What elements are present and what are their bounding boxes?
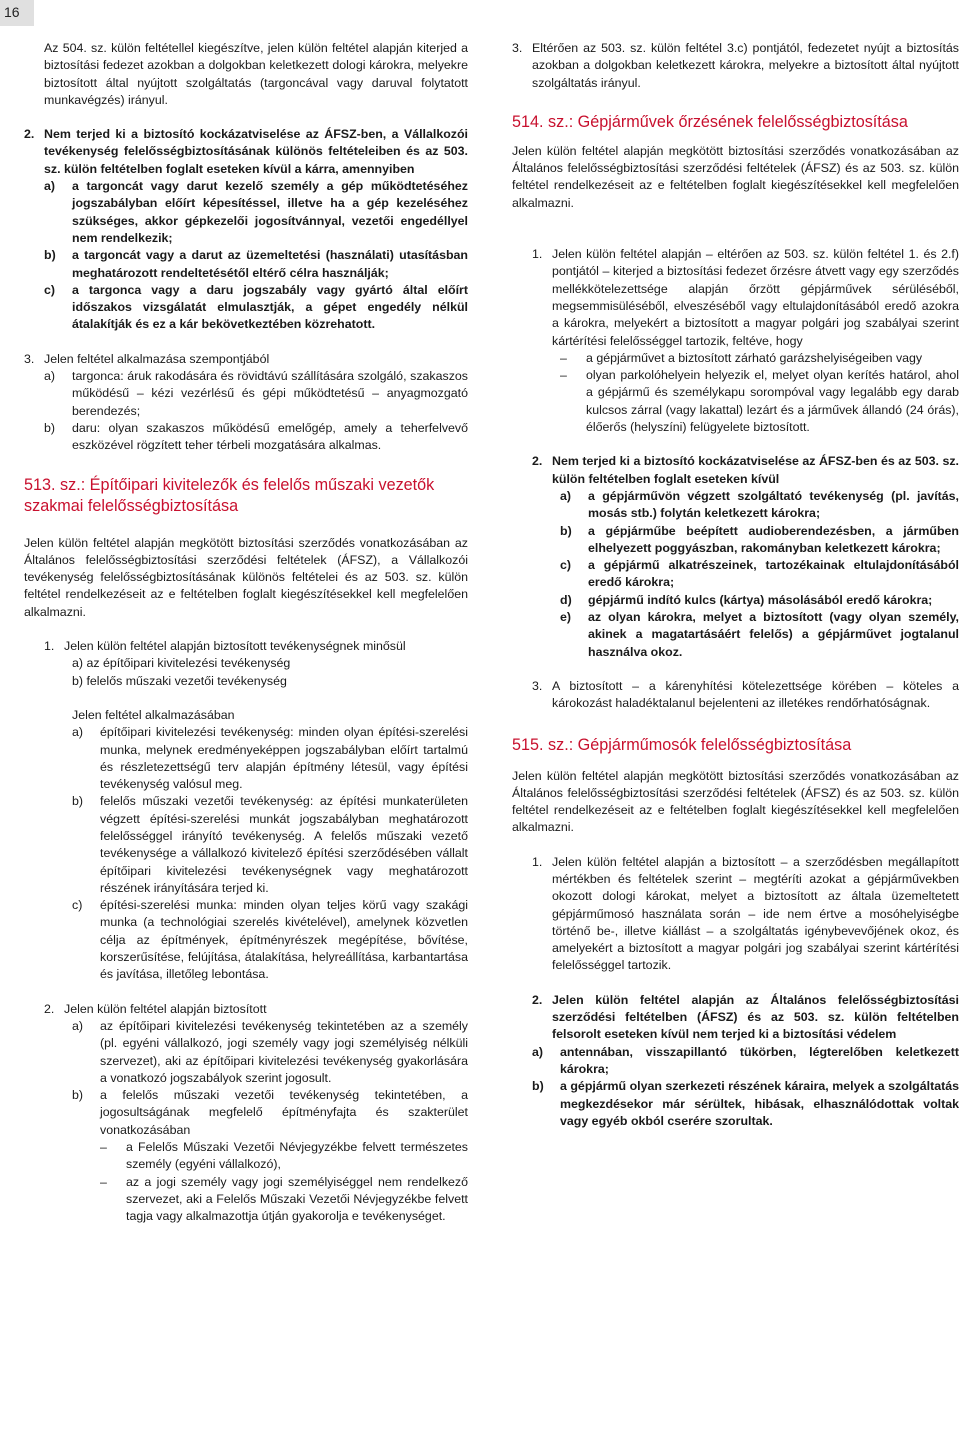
sub-label: d) xyxy=(560,592,572,607)
sub-text: a gépjármű olyan szerkezeti részének káraira, melyek a szolgáltatás megkezdésekor már sérültek, hibásak, elhasználódottak voltak vagy egyéb okból cserére szorultak. xyxy=(560,1079,959,1128)
sub-label: b) xyxy=(560,523,572,538)
context-line: Jelen feltétel alkalmazásában xyxy=(72,707,235,722)
sub-item xyxy=(532,1078,959,1130)
right-515-item-1 xyxy=(532,854,959,975)
sub-label: a) xyxy=(44,369,56,384)
paragraph-513-intro: Jelen külön feltétel alapján megkötött biztosítási szerződés vonatkozásában az Általános felelősségbiztosítási szerződési feltételek (ÁFSZ), a Vállalkozói tevékenység felelősségbiztosításának különös feltételei és az 503. sz. külön feltétel rendelkezéseit az e feltételben foglalt kiegészítésekkel kell megfelelően alkalmazni. xyxy=(24,535,468,619)
item-number: 1. xyxy=(44,639,55,654)
left-item-2 xyxy=(24,126,468,178)
right-514-item-1 xyxy=(532,246,959,350)
item-text: Jelen külön feltétel alapján az Általános felelősségbiztosítási szerződési feltételben (ÁFSZ) és az 503. sz. külön feltételben felsorolt eseteken kívül nem terjed ki a biztosítási védelem xyxy=(552,992,959,1042)
sub-text: antennában, visszapillantó tükörben, légterelőben keletkezett károkra; xyxy=(560,1044,959,1076)
sub-item xyxy=(44,368,468,420)
sub-text: a targonca vagy a daru jogszabály vagy gyártó által előírt időszakos vizsgálatát elmulasztják, a gépet engedély nélkül átalakítják és ez a kár bekövetkeztében közrehatott. xyxy=(72,282,468,332)
sub-item xyxy=(72,793,468,897)
sub-item xyxy=(44,247,468,282)
sub-text: a targoncát vagy darut kezelő személy a gép működtetéséhez jogszabályban előírt képesítéssel, illetve ha a gép kezeléséhez szükséges, akkor gépkezelői jogosítvánnyal, vezetői engedéllyel nem rendelkezik; xyxy=(72,179,468,245)
page-number: 16 xyxy=(0,0,34,26)
item-number: 3. xyxy=(24,351,35,366)
sub-item xyxy=(72,1018,468,1087)
dash-label: – xyxy=(560,368,567,383)
sub-label: c) xyxy=(560,558,572,573)
paragraph-515-intro: Jelen külön feltétel alapján megkötött biztosítási szerződés vonatkozásában az Általános felelősségbiztosítási szerződési feltételek (ÁFSZ) és az 503. sz. külön feltétel rendelkezéseit az e feltételben foglalt kiegészítésekkel kell megfelelően alkalmazni. xyxy=(512,768,959,835)
item-text: Jelen külön feltétel alapján – eltérően az 503. sz. külön feltétel 1. és 2.f) pontjától – kiterjed a biztosítási fedezet őrzésre átvett vagy egy szerződés mellékkötelezettsége alapján őrzött gépjárművek sérüléséből, megsemmisüléséből, elveszéséből vagy eltulajdonításából eredő azokra a károkra, melyekért a biztosított a magyar polgári jog szabályai szerint kártérítési felelősséggel tartozik, feltéve, hogy xyxy=(552,247,959,348)
dash-text: a gépjárművet a biztosított zárható garázshelyiségeiben vagy xyxy=(586,350,923,365)
sub-item xyxy=(560,557,959,592)
dash-text: a Felelős Műszaki Vezetői Névjegyzékbe felvett természetes személy (egyéni vállalkozó), xyxy=(126,1140,468,1172)
sub-item xyxy=(44,420,468,455)
item-number: 2. xyxy=(24,127,35,142)
left-513-item-1 xyxy=(44,638,468,655)
sub-text: építési-szerelési munka: minden olyan teljes körű vagy szakági munka (a technológiai szerelés kivételével), amelynek közvetlen célja az építmények, építményrészek megépítése, bővítése, korszerűsítése, felújítása, átalakítása, helyreállítása, karbantartása és javítása, illetőleg lebontása. xyxy=(100,898,468,982)
right-item-3 xyxy=(512,40,959,92)
item-text: Jelen külön feltétel alapján biztosított tevékenységnek minősül xyxy=(64,639,406,654)
right-515-item-2 xyxy=(532,992,959,1044)
item-number: 3. xyxy=(512,41,523,55)
dash-text: az a jogi személy vagy jogi személyiséggel nem rendelkező szervezet, aki a Felelős Műszaki Vezetői Névjegyzékbe felvett tagja vagy alkalmazottja útján gyakorolja e tevékenységet. xyxy=(126,1174,468,1224)
right-514-item-2 xyxy=(532,453,959,488)
sub-label: a) xyxy=(72,1018,84,1033)
sub-label: a) xyxy=(560,488,572,503)
sub-label: b) xyxy=(72,794,84,809)
sub-label: c) xyxy=(44,282,56,297)
list-line: a) az építőipari kivitelezési tevékenység xyxy=(72,656,291,671)
sub-text: gépjármű indító kulcs (kártya) másolásából eredő károkra; xyxy=(588,592,933,607)
sub-label: e) xyxy=(560,610,572,625)
sub-text: a gépjárművön végzett szolgáltató tevékenység (pl. javítás, mosás stb.) folytán keletkezett károkra; xyxy=(588,488,959,521)
item-text: Jelen feltétel alkalmazása szempontjából xyxy=(44,351,270,366)
item-number: 2. xyxy=(532,992,543,1007)
sub-item xyxy=(72,724,468,793)
dash-label: – xyxy=(100,1174,107,1189)
left-513-item-2 xyxy=(44,1001,468,1018)
dash-label: – xyxy=(100,1140,107,1155)
list-line: b) felelős műszaki vezetői tevékenység xyxy=(72,673,287,688)
dash-item xyxy=(100,1139,468,1174)
item-number: 2. xyxy=(532,454,543,469)
sub-text: daru: olyan szakaszos működésű emelőgép, amely a teherfelvevő eszközével rögzített teher térbeli mozgatására alkalmas. xyxy=(72,420,468,453)
sub-text: építőipari kivitelezési tevékenység: minden olyan építési-szerelési munka, melynek eredményeképpen jogszabályban előírt tartalmú és részletezettségű terv alapján építmény létesül, vagy építési tevékenység valósul meg. xyxy=(100,725,468,792)
dash-item xyxy=(560,367,959,436)
item-number: 3. xyxy=(532,678,543,693)
item-text: Nem terjed ki a biztosító kockázatviselése az ÁFSZ-ben és az 503. sz. külön feltételben foglalt eseteken kívül xyxy=(552,454,959,486)
right-column xyxy=(512,40,959,1130)
sub-item xyxy=(72,1087,468,1139)
sub-item xyxy=(560,488,959,523)
sub-item xyxy=(560,523,959,558)
dash-item xyxy=(560,350,959,367)
sub-text: az olyan károkra, melyet a biztosított (vagy olyan személy, akinek a magatartásáért felelős) a gépjárművet jogtalanul használva okoz. xyxy=(588,610,959,659)
sub-text: a felelős műszaki vezetői tevékenység tekintetében, a jogosultságának megfelelő építményfajta és szakterület vonatkozásában xyxy=(100,1088,468,1137)
item-number: 1. xyxy=(532,854,543,869)
section-heading-515: 515. sz.: Gépjárműmosók felelősségbiztosítása xyxy=(512,735,852,754)
sub-item xyxy=(560,609,959,661)
paragraph-514-intro: Jelen külön feltétel alapján megkötött biztosítási szerződés vonatkozásában az Általános felelősségbiztosítási szerződési feltételek (ÁFSZ) és az 503. sz. külön feltétel rendelkezéseit az e feltételben foglalt kiegészítésekkel kell megfelelően alkalmazni. xyxy=(512,143,959,210)
sub-label: b) xyxy=(532,1079,544,1094)
item-number: 2. xyxy=(44,1001,55,1016)
item-text: Eltérően az 503. sz. külön feltétel 3.c) pontjától, fedezetet nyújt a biztosítás azokban a dolgokban keletkezett károkra, melyekre a biztosított által nyújtott szolgáltatás irányul. xyxy=(532,41,959,90)
sub-text: a gépjárműbe beépített audioberendezésben, a járműben elhelyezett poggyászban, rakományban keletkezett károkra; xyxy=(588,523,959,555)
sub-item xyxy=(44,178,468,247)
sub-item xyxy=(560,592,959,609)
item-text: Jelen külön feltétel alapján biztosított xyxy=(64,1001,267,1016)
sub-text: targonca: áruk rakodására és rövidtávú szállítására szolgáló, szakaszos működésű – kézi vezérlésű és gépi működtetésű – anyagmozgató berendezés; xyxy=(72,369,468,418)
sub-text: felelős műszaki vezetői tevékenység: az építési munkaterületen végzett építési-szerelési munkát jogszabályban meghatározott felelősséggel irányító tevékenység. A felelős műszaki vezető tevékenysége a vállalkozó kivitelező építési szerződésében vállalt építőipari kivitelezési tevékenységnek vagy meghatározott részének irányítására terjed ki. xyxy=(100,794,468,895)
item-text: Jelen külön feltétel alapján a biztosított – a szerződésben megállapított mértékben és feltételek szerint – megtéríti azokat a gépjárművekben okozott dologi károkat, melyet a biztosított az általa üzemeltetett gépjárműmosó használata során – ide nem értve a mosóhelyiségbe történő be-, illetve kiállást – a szolgáltatás igénybevevőjének okoz, és amelyekért a biztosított a magyar polgári jog szabályai szerint kártérítési felelősséggel tartozik. xyxy=(552,854,959,973)
sub-text: a targoncát vagy a darut az üzemeltetési (használati) utasításban meghatározott rendeltetésétől eltérő célra használják; xyxy=(72,248,468,280)
section-heading-514: 514. sz.: Gépjárművek őrzésének felelősségbiztosítása xyxy=(512,112,908,131)
dash-item xyxy=(100,1174,468,1226)
sub-label: a) xyxy=(72,725,84,740)
item-text: A biztosított – a kárenyhítési kötelezettsége körében – köteles a károkozást haladéktalanul bejelenteni az illetékes rendőrhatóságnak. xyxy=(552,678,959,711)
sub-label: a) xyxy=(532,1044,544,1059)
item-text: Nem terjed ki a biztosító kockázatviselése az ÁFSZ-ben, a Vállalkozói tevékenység felelősségbiztosításának különös feltételeiben és az 503. sz. külön feltételben foglalt eseteken kívül a kárra, amennyiben xyxy=(44,127,468,176)
sub-label: b) xyxy=(44,420,56,435)
sub-text: a gépjármű alkatrészeinek, tartozékainak eltulajdonításából eredő károkra; xyxy=(588,558,959,590)
paragraph-504-intro: Az 504. sz. külön feltétellel kiegészítve, jelen külön feltétel alapján kiterjed a biztosítási fedezet azokban a dolgokban keletkezett dologi károkra, melyekre biztosított által nyújtott szolgáltatás (targoncával vagy daruval folytatott munkavégzés) irányul. xyxy=(44,41,468,107)
sub-text: az építőipari kivitelezési tevékenység tekintetében az a személy (pl. egyéni vállalkozó, jogi személy vagy jogi személyiség nélküli szervezet), aki az építőipari kivitelezési tevékenység gyakorlására a vonatkozó jogszabályok szerint jogosult. xyxy=(100,1018,468,1085)
sub-label: b) xyxy=(72,1088,84,1103)
sub-label: c) xyxy=(72,898,83,913)
section-heading-513: 513. sz.: Építőipari kivitelezők és felelős műszaki vezetők szakmai felelősségbiztosítása xyxy=(24,475,435,515)
sub-item xyxy=(44,282,468,334)
sub-item xyxy=(532,1044,959,1079)
sub-item xyxy=(72,897,468,983)
sub-label: a) xyxy=(44,179,56,194)
left-item-3 xyxy=(24,351,468,368)
dash-text: olyan parkolóhelyein helyezik el, melyet olyan kerítés határol, ahol a gépjármű és személykapu sorompóval vagy legalább egy darab kulcsos zárral (vagy lakattal) lezárt és a járművek állandó (24 órás), élőerős (helyszíni) felügyelete biztosított. xyxy=(586,368,959,435)
sub-label: b) xyxy=(44,248,56,263)
dash-label: – xyxy=(560,350,567,365)
right-514-item-3 xyxy=(532,678,959,713)
left-column xyxy=(24,40,468,1226)
item-number: 1. xyxy=(532,247,543,262)
